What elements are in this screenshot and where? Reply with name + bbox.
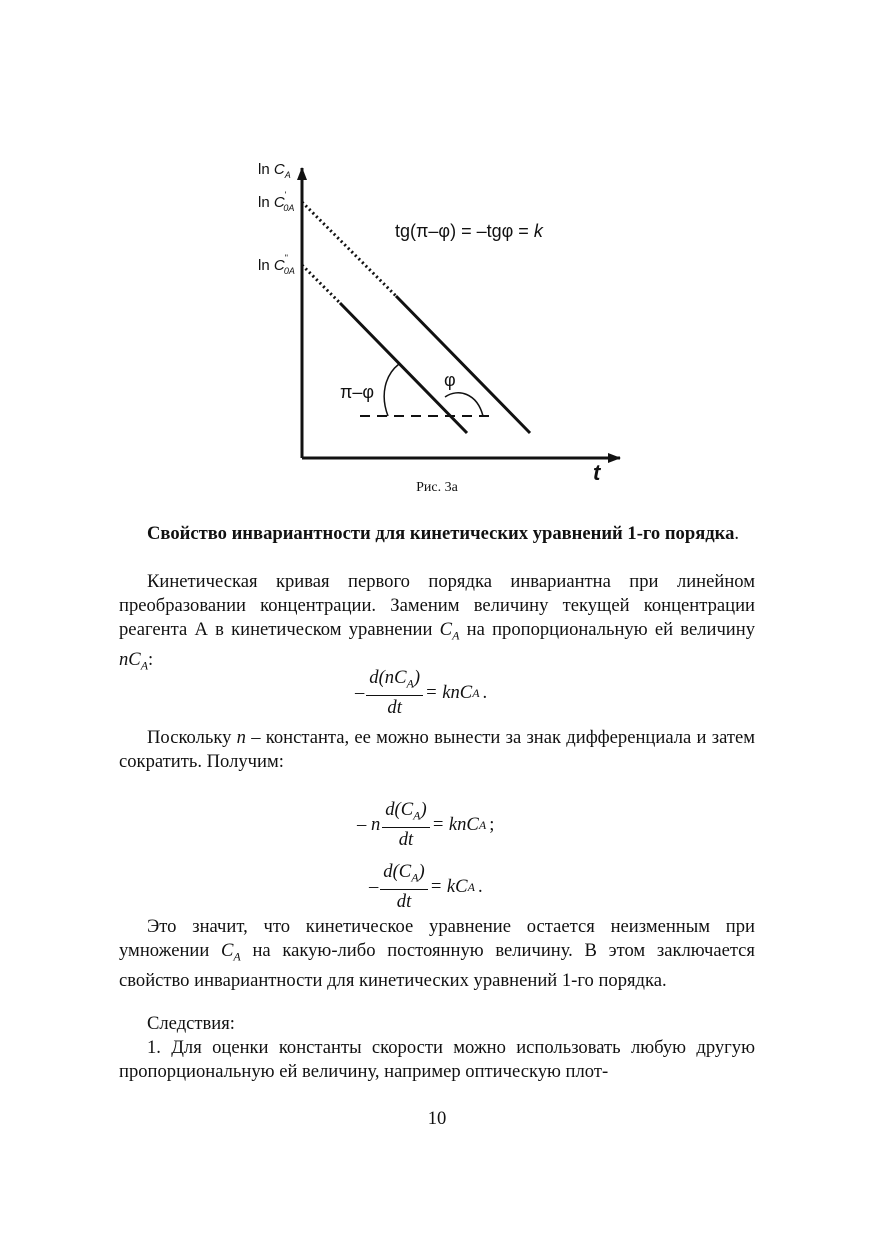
angle-arc-phi xyxy=(445,393,483,416)
section-heading: Свойство инвариантности для кинетических уравнений 1-го порядка. xyxy=(147,523,740,544)
angle-label-pi-minus-phi: π–φ xyxy=(340,382,375,402)
paragraph-3: Это значит, что кинетическое уравнение остается неизменным при умножении $C_A$ на какую-либо постоянную величину. В этом заключается свойство инвариантности для кинетических уравнений 1-го порядка. xyxy=(119,916,755,991)
angle-label-phi: φ xyxy=(444,370,456,390)
kinetic-plot xyxy=(230,140,650,500)
upper-line-dotted xyxy=(302,202,396,296)
kinetic-plot-figure xyxy=(230,140,650,500)
slope-formula: tg(π–φ) = –tgφ = k xyxy=(395,221,543,241)
ln-c0a-prime-label: ln C' 0A xyxy=(258,190,295,213)
paragraph-5: 1. Для оценки константы скорости можно использовать любую другую пропорциональную ей величину, например оптическую плот- xyxy=(119,1037,755,1082)
ln-c0a-double-prime-label: ln C" 0A xyxy=(258,253,295,276)
angle-arc-pi-minus-phi xyxy=(384,364,399,416)
figure-caption: Рис. 3а xyxy=(416,480,458,495)
page-number: 10 xyxy=(427,1108,447,1129)
paragraph-4: Следствия: xyxy=(147,1013,235,1034)
paragraph-2: Поскольку n – константа, ее можно вынести за знак дифференциала и затем сократить. Получим: xyxy=(119,727,755,772)
lower-line-dotted xyxy=(302,265,340,303)
x-axis-label: t xyxy=(593,460,601,485)
upper-line xyxy=(396,296,530,433)
y-axis-label: $\ln C_A$ xyxy=(258,161,291,180)
lower-line xyxy=(340,303,467,433)
paragraph-1: Кинетическая кривая первого порядка инвариантна при линейном преобразовании концентрации. Заменим величину текущей концентрации реагента А в кинетическом уравнении $C_A$ на пропорциональную ей величину $nC_A$: xyxy=(119,571,755,673)
